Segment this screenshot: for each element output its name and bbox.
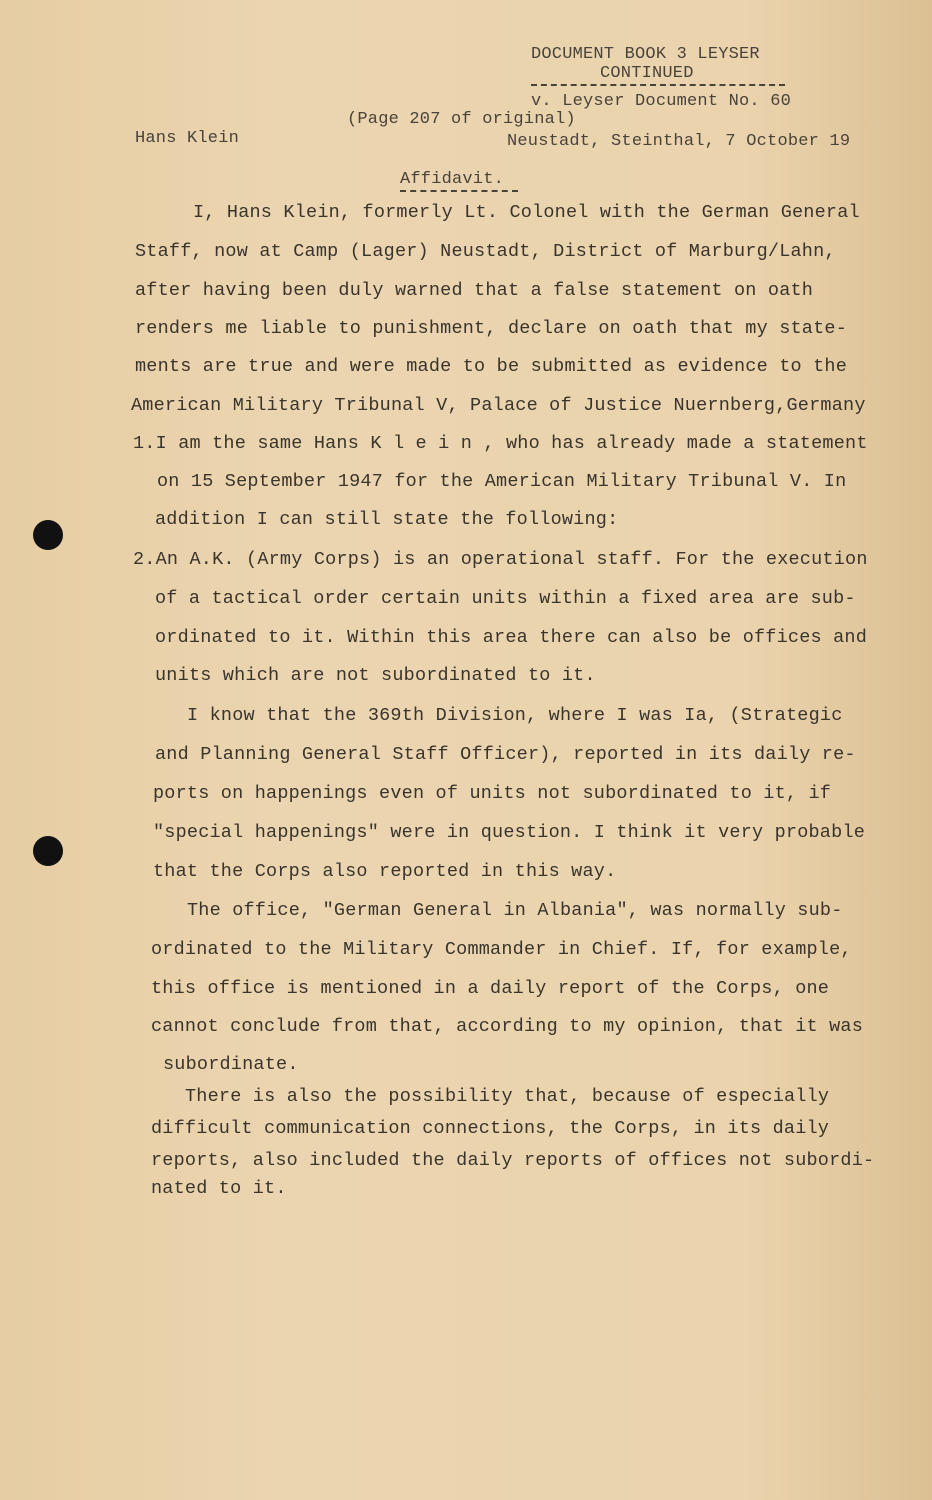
body-line: I, Hans Klein, formerly Lt. Colonel with the German General xyxy=(193,202,860,223)
continued-heading: CONTINUED xyxy=(600,64,694,83)
page-reference: (Page 207 of original) xyxy=(347,110,576,129)
body-line: ments are true and were made to be submitted as evidence to the xyxy=(135,356,848,377)
title-underline xyxy=(400,190,518,192)
body-line: There is also the possibility that, because of especially xyxy=(185,1086,830,1107)
body-line: Staff, now at Camp (Lager) Neustadt, District of Marburg/Lahn, xyxy=(135,241,836,262)
body-line: that the Corps also reported in this way. xyxy=(153,861,617,882)
body-line: ordinated to the Military Commander in Chief. If, for example, xyxy=(151,939,852,960)
document-book-heading: DOCUMENT BOOK 3 LEYSER xyxy=(531,45,760,64)
body-line: of a tactical order certain units within a fixed area are sub- xyxy=(155,588,856,609)
body-line: addition I can still state the following: xyxy=(155,509,619,530)
body-line: cannot conclude from that, according to my opinion, that it was xyxy=(151,1016,864,1037)
body-line: units which are not subordinated to it. xyxy=(155,665,596,686)
body-line: The office, "German General in Albania", was normally sub- xyxy=(187,900,843,921)
body-line: and Planning General Staff Officer), reported in its daily re- xyxy=(155,744,856,765)
document-number: v. Leyser Document No. 60 xyxy=(531,92,792,111)
author-name: Hans Klein xyxy=(135,129,240,148)
body-line: ports on happenings even of units not subordinated to it, if xyxy=(153,783,832,804)
heading-underline xyxy=(531,84,785,86)
body-line: 2.An A.K. (Army Corps) is an operational staff. For the execution xyxy=(133,549,868,570)
body-line: on 15 September 1947 for the American Military Tribunal V. In xyxy=(157,471,847,492)
body-line: nated to it. xyxy=(151,1178,287,1199)
body-line: 1.I am the same Hans K l e i n , who has already made a statement xyxy=(133,433,868,454)
body-line: reports, also included the daily reports of offices not subordi- xyxy=(151,1150,875,1171)
body-line: this office is mentioned in a daily report of the Corps, one xyxy=(151,978,830,999)
document-title: Affidavit. xyxy=(400,170,505,189)
body-line: "special happenings" were in question. I think it very probable xyxy=(153,822,866,843)
place-date: Neustadt, Steinthal, 7 October 19 xyxy=(507,132,851,151)
body-line: difficult communication connections, the Corps, in its daily xyxy=(151,1118,830,1139)
punch-hole xyxy=(33,520,63,550)
body-line: subordinate. xyxy=(163,1054,299,1075)
body-line: renders me liable to punishment, declare on oath that my state- xyxy=(135,318,848,339)
punch-hole xyxy=(33,836,63,866)
body-line: ordinated to it. Within this area there can also be offices and xyxy=(155,627,868,648)
body-line: after having been duly warned that a false statement on oath xyxy=(135,280,814,301)
body-line: I know that the 369th Division, where I was Ia, (Strategic xyxy=(187,705,843,726)
body-line: American Military Tribunal V, Palace of Justice Nuernberg,Germany xyxy=(131,395,866,416)
